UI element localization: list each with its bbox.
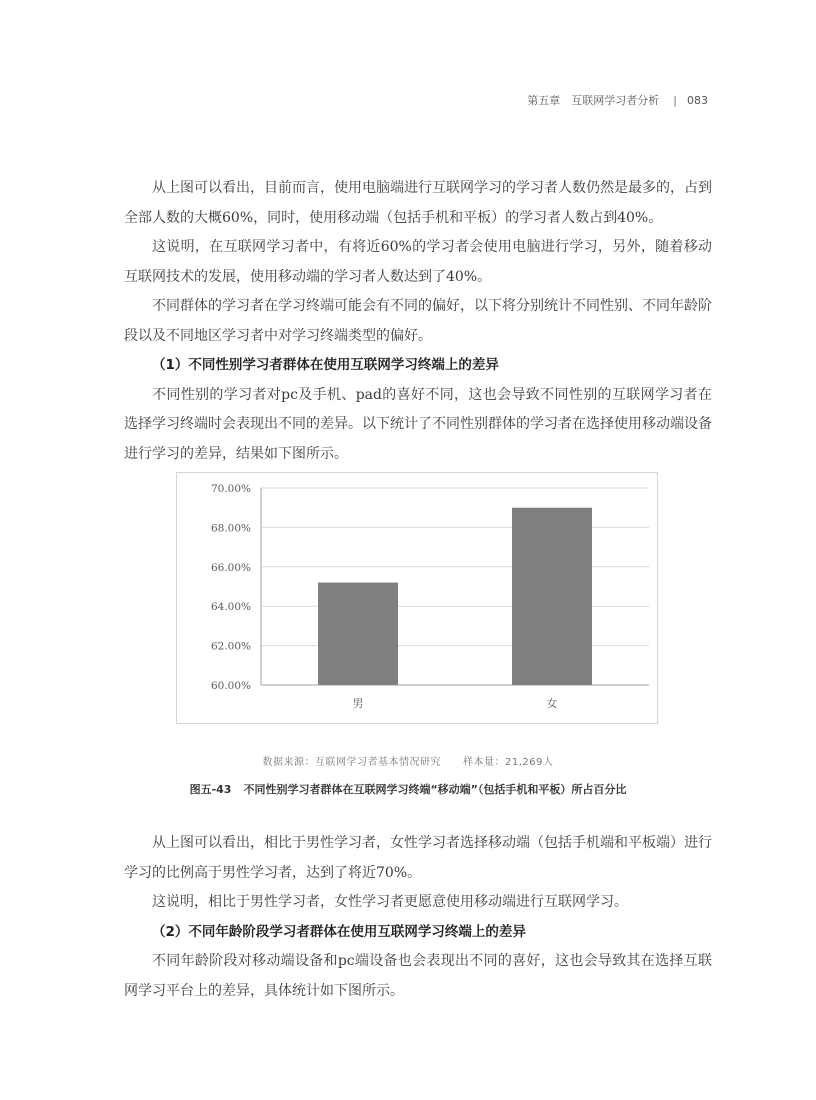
running-header [527,92,708,108]
header-separator: | [673,93,677,107]
text-block-bottom [124,829,712,1006]
text-block-top [124,174,712,469]
y-tick-label: 62.00% [210,640,251,653]
chapter-title: 第五章 互联网学习者分析 [527,94,660,107]
paragraph: 从上图可以看出，相比于男性学习者，女性学习者选择移动端（包括手机端和平板端）进行学习的比例高于男性学习者，达到了将近70%。 [124,835,712,881]
page-number: 083 [687,93,708,107]
y-tick-label: 70.00% [210,483,251,495]
y-tick-label: 68.00% [210,522,251,535]
paragraph: 不同群体的学习者在学习终端可能会有不同的偏好，以下将分别统计不同性别、不同年龄阶段以及不同地区学习者中对学习终端类型的偏好。 [124,298,712,344]
paragraph: 从上图可以看出，目前而言，使用电脑端进行互联网学习的学习者人数仍然是最多的，占到全部人数的大概60%，同时，使用移动端（包括手机和平板）的学习者人数占到40%。 [124,180,712,226]
x-tick-label: 女 [546,697,558,710]
caption-text: 不同性别学习者群体在互联网学习终端“移动端”（包括手机和平板）所占百分比 [243,783,627,796]
x-tick-label: 男 [352,697,364,710]
data-source-line [0,753,816,768]
chart-canvas [177,473,657,723]
bar-male [318,583,398,685]
paragraph: 这说明，相比于男性学习者，女性学习者更愿意使用移动端进行互联网学习。 [152,894,628,910]
paragraph: 不同性别的学习者对pc及手机、pad的喜好不同，这也会导致不同性别的互联网学习者在选择学习终端时会表现出不同的差异。以下统计了不同性别群体的学习者在选择使用移动端设备进行学习的差异，结果如下图所示。 [124,386,712,462]
paragraph: 这说明，在互联网学习者中，有将近60%的学习者会使用电脑进行学习，另外，随着移动互联网技术的发展，使用移动端的学习者人数达到了40%。 [124,239,712,285]
source-label: 数据来源：互联网学习者基本情况研究 [262,757,441,768]
bar-chart [176,472,658,724]
y-tick-label: 64.00% [210,601,251,614]
sample-size-label: 样本量：21,269人 [463,757,554,768]
y-tick-label: 66.00% [210,561,251,574]
section-heading: （2）不同年龄阶段学习者群体在使用互联网学习终端上的差异 [152,923,526,940]
paragraph: 不同年龄阶段对移动端设备和pc端设备也会表现出不同的喜好，这也会导致其在选择互联网学习平台上的差异，具体统计如下图所示。 [124,953,712,999]
section-heading: （1）不同性别学习者群体在使用互联网学习终端上的差异 [152,357,499,373]
bar-female [512,508,592,685]
caption-number: 图五-43 [189,783,232,796]
figure-caption [0,781,816,797]
y-tick-label: 60.00% [210,680,251,692]
